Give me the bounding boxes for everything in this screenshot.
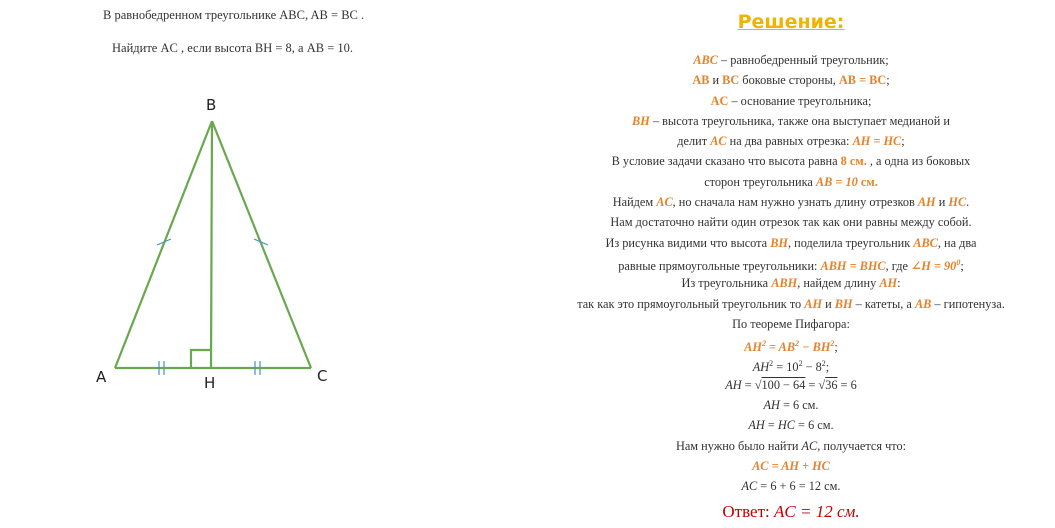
solution-line: По теореме Пифагора: (732, 316, 850, 331)
solution-line: AH = √100 − 64 = √36 = 6 (725, 377, 857, 392)
vertex-label-c: C (317, 367, 328, 385)
solution-line: AB и BC боковые стороны, AB = BC; (692, 73, 890, 88)
solution-line: Нам достаточно найти один отрезок так как они равны между собой. (610, 215, 972, 230)
problem-statement-line-1: В равнобедренном треугольнике ABC, AB = BC . (103, 8, 365, 22)
vertex-label-a: A (96, 368, 107, 386)
height-bh (211, 121, 212, 368)
solution-line: Из рисунка видими что высота BH, поделила треугольник ABC, на два (605, 235, 977, 250)
solution-line: AC – основание треугольника; (710, 93, 872, 108)
vertex-label-b: B (206, 96, 217, 114)
solution-line: равные прямоугольные треугольники: ABH = BHC, где ∠H = $90^0$; (618, 257, 964, 273)
solution-line: Найдем AC, но сначала нам нужно узнать длину отрезков AH и HC. (612, 195, 970, 210)
solution-line: делит AC на два равных отрезка: AH = HC; (677, 134, 905, 149)
solution-line: AH = 6 см. (763, 398, 819, 413)
vertex-label-h: H (204, 374, 216, 392)
answer-prefix: Ответ: (722, 501, 770, 521)
solution-line: В условие задачи сказано что высота равна 8 см. , а одна из боковых (611, 154, 971, 169)
solution-title: Решение: (737, 11, 845, 33)
problem-statement-line-2: Найдите AC , если высота BH = 8, а AB = 10. (112, 41, 353, 55)
solution-line: $AH^2 = AB^2 - BH^2$; (744, 339, 838, 355)
solution-line: Из треугольника ABH, найдем длину AH: (681, 276, 901, 291)
answer-value: AC = 12 см. (774, 501, 860, 521)
triangle-figure (0, 0, 500, 528)
answer-line (535, 499, 1047, 525)
solution-line: AC = AH + HC (752, 458, 830, 473)
solution-line: ABC – равнобедренный треугольник; (693, 53, 889, 67)
solution-line: BH – высота треугольника, также она выступает медианой и (632, 113, 950, 128)
side-ab (115, 121, 212, 368)
solution-line: $AH^2 = 10^2 - 8^2$; (752, 359, 830, 375)
side-bc (212, 121, 311, 368)
solution-line: так как это прямоугольный треугольник то AH и BH – катеты, а AB – гипотенуза. (577, 296, 1005, 311)
right-angle-mark (191, 350, 211, 368)
solution-panel (535, 8, 1047, 525)
solution-line: AC = 6 + 6 = 12 см. (741, 479, 841, 494)
solution-line: сторон треугольника AB = 10 см. (704, 174, 878, 189)
solution-line: Нам нужно было найти AC, получается что: (675, 438, 907, 453)
solution-line: AH = HC = 6 см. (748, 418, 834, 433)
